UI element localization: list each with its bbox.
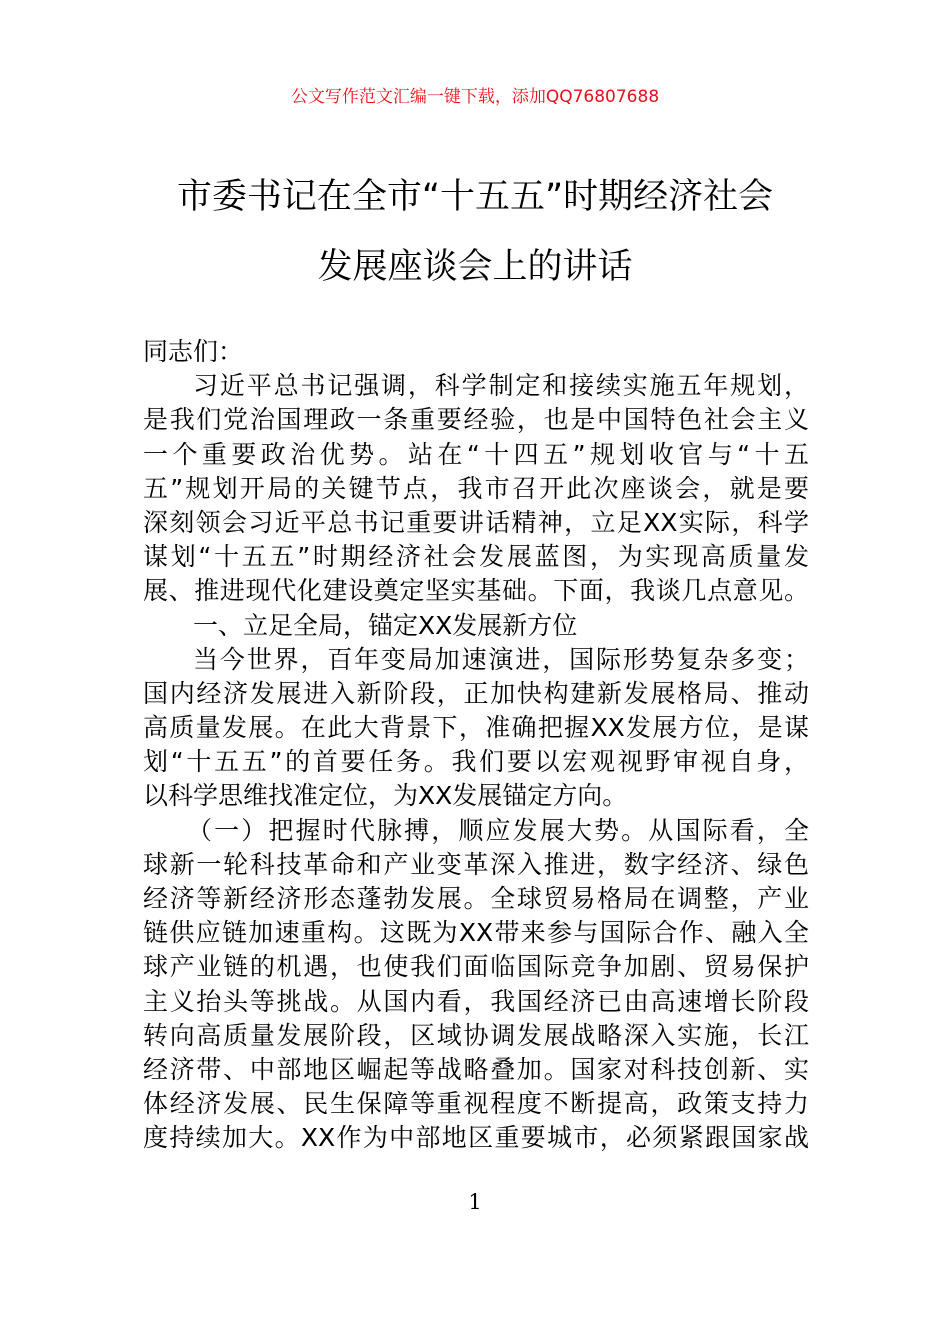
body-line: 谋划“十五五”时期经济社会发展蓝图，为实现高质量发 [143,542,809,572]
body-line: 划“十五五”的首要任务。我们要以宏观视野审视自身， [143,747,809,777]
page-number: 1 [468,1190,482,1214]
speech-body [143,335,809,1156]
body-line: 是我们党治国理政一条重要经验，也是中国特色社会主义 [143,405,809,435]
body-line: 以科学思维找准定位，为XX发展锚定方向。 [143,781,628,811]
body-line: 习近平总书记强调，科学制定和接续实施五年规划， [193,371,809,401]
body-line: 体经济发展、民生保障等重视程度不断提高，政策支持力 [143,1089,809,1119]
body-line: 经济等新经济形态蓬勃发展。全球贸易格局在调整，产业 [143,884,809,913]
download-promo-note: 公文写作范文汇编一键下载，添加QQ76807688 [290,87,660,107]
section-heading-1: 一、立足全局，锚定XX发展新方位 [193,610,578,640]
body-line: 主义抬头等挑战。从国内看，我国经济已由高速增长阶段 [143,986,809,1016]
body-line: 度持续加大。XX作为中部地区重要城市，必须紧跟国家战 [143,1123,809,1153]
body-line: 球产业链的机遇，也使我们面临国际竞争加剧、贸易保护 [143,952,809,982]
body-line: 国内经济发展进入新阶段，正加快构建新发展格局、推动 [143,678,809,708]
subsection-heading-1: （一）把握时代脉搏，顺应发展大势。从国际看，全 [187,815,809,845]
body-line: 一个重要政治优势。站在“十四五”规划收官与“十五 [143,439,809,469]
document-title-line-1: 市委书记在全市“十五五”时期经济社会 [176,177,774,217]
body-line: 转向高质量发展阶段，区域协调发展战略深入实施，长江 [143,1020,809,1050]
body-line: 展、推进现代化建设奠定坚实基础。下面，我谈几点意见。 [143,576,809,606]
document-title-line-2: 发展座谈会上的讲话 [317,247,633,287]
salutation: 同志们： [143,337,244,366]
body-line: 链供应链加速重构。这既为XX带来参与国际合作、融入全 [143,918,809,948]
body-line: 经济带、中部地区崛起等战略叠加。国家对科技创新、实 [143,1054,809,1084]
body-line: 高质量发展。在此大背景下，准确把握XX发展方位，是谋 [143,713,809,743]
body-line: 球新一轮科技革命和产业变革深入推进，数字经济、绿色 [143,849,809,879]
body-line: 当今世界，百年变局加速演进，国际形势复杂多变； [193,644,809,674]
body-line: 五”规划开局的关键节点，我市召开此次座谈会，就是要 [143,473,809,503]
body-line: 深刻领会习近平总书记重要讲话精神，立足XX实际，科学 [143,507,809,537]
